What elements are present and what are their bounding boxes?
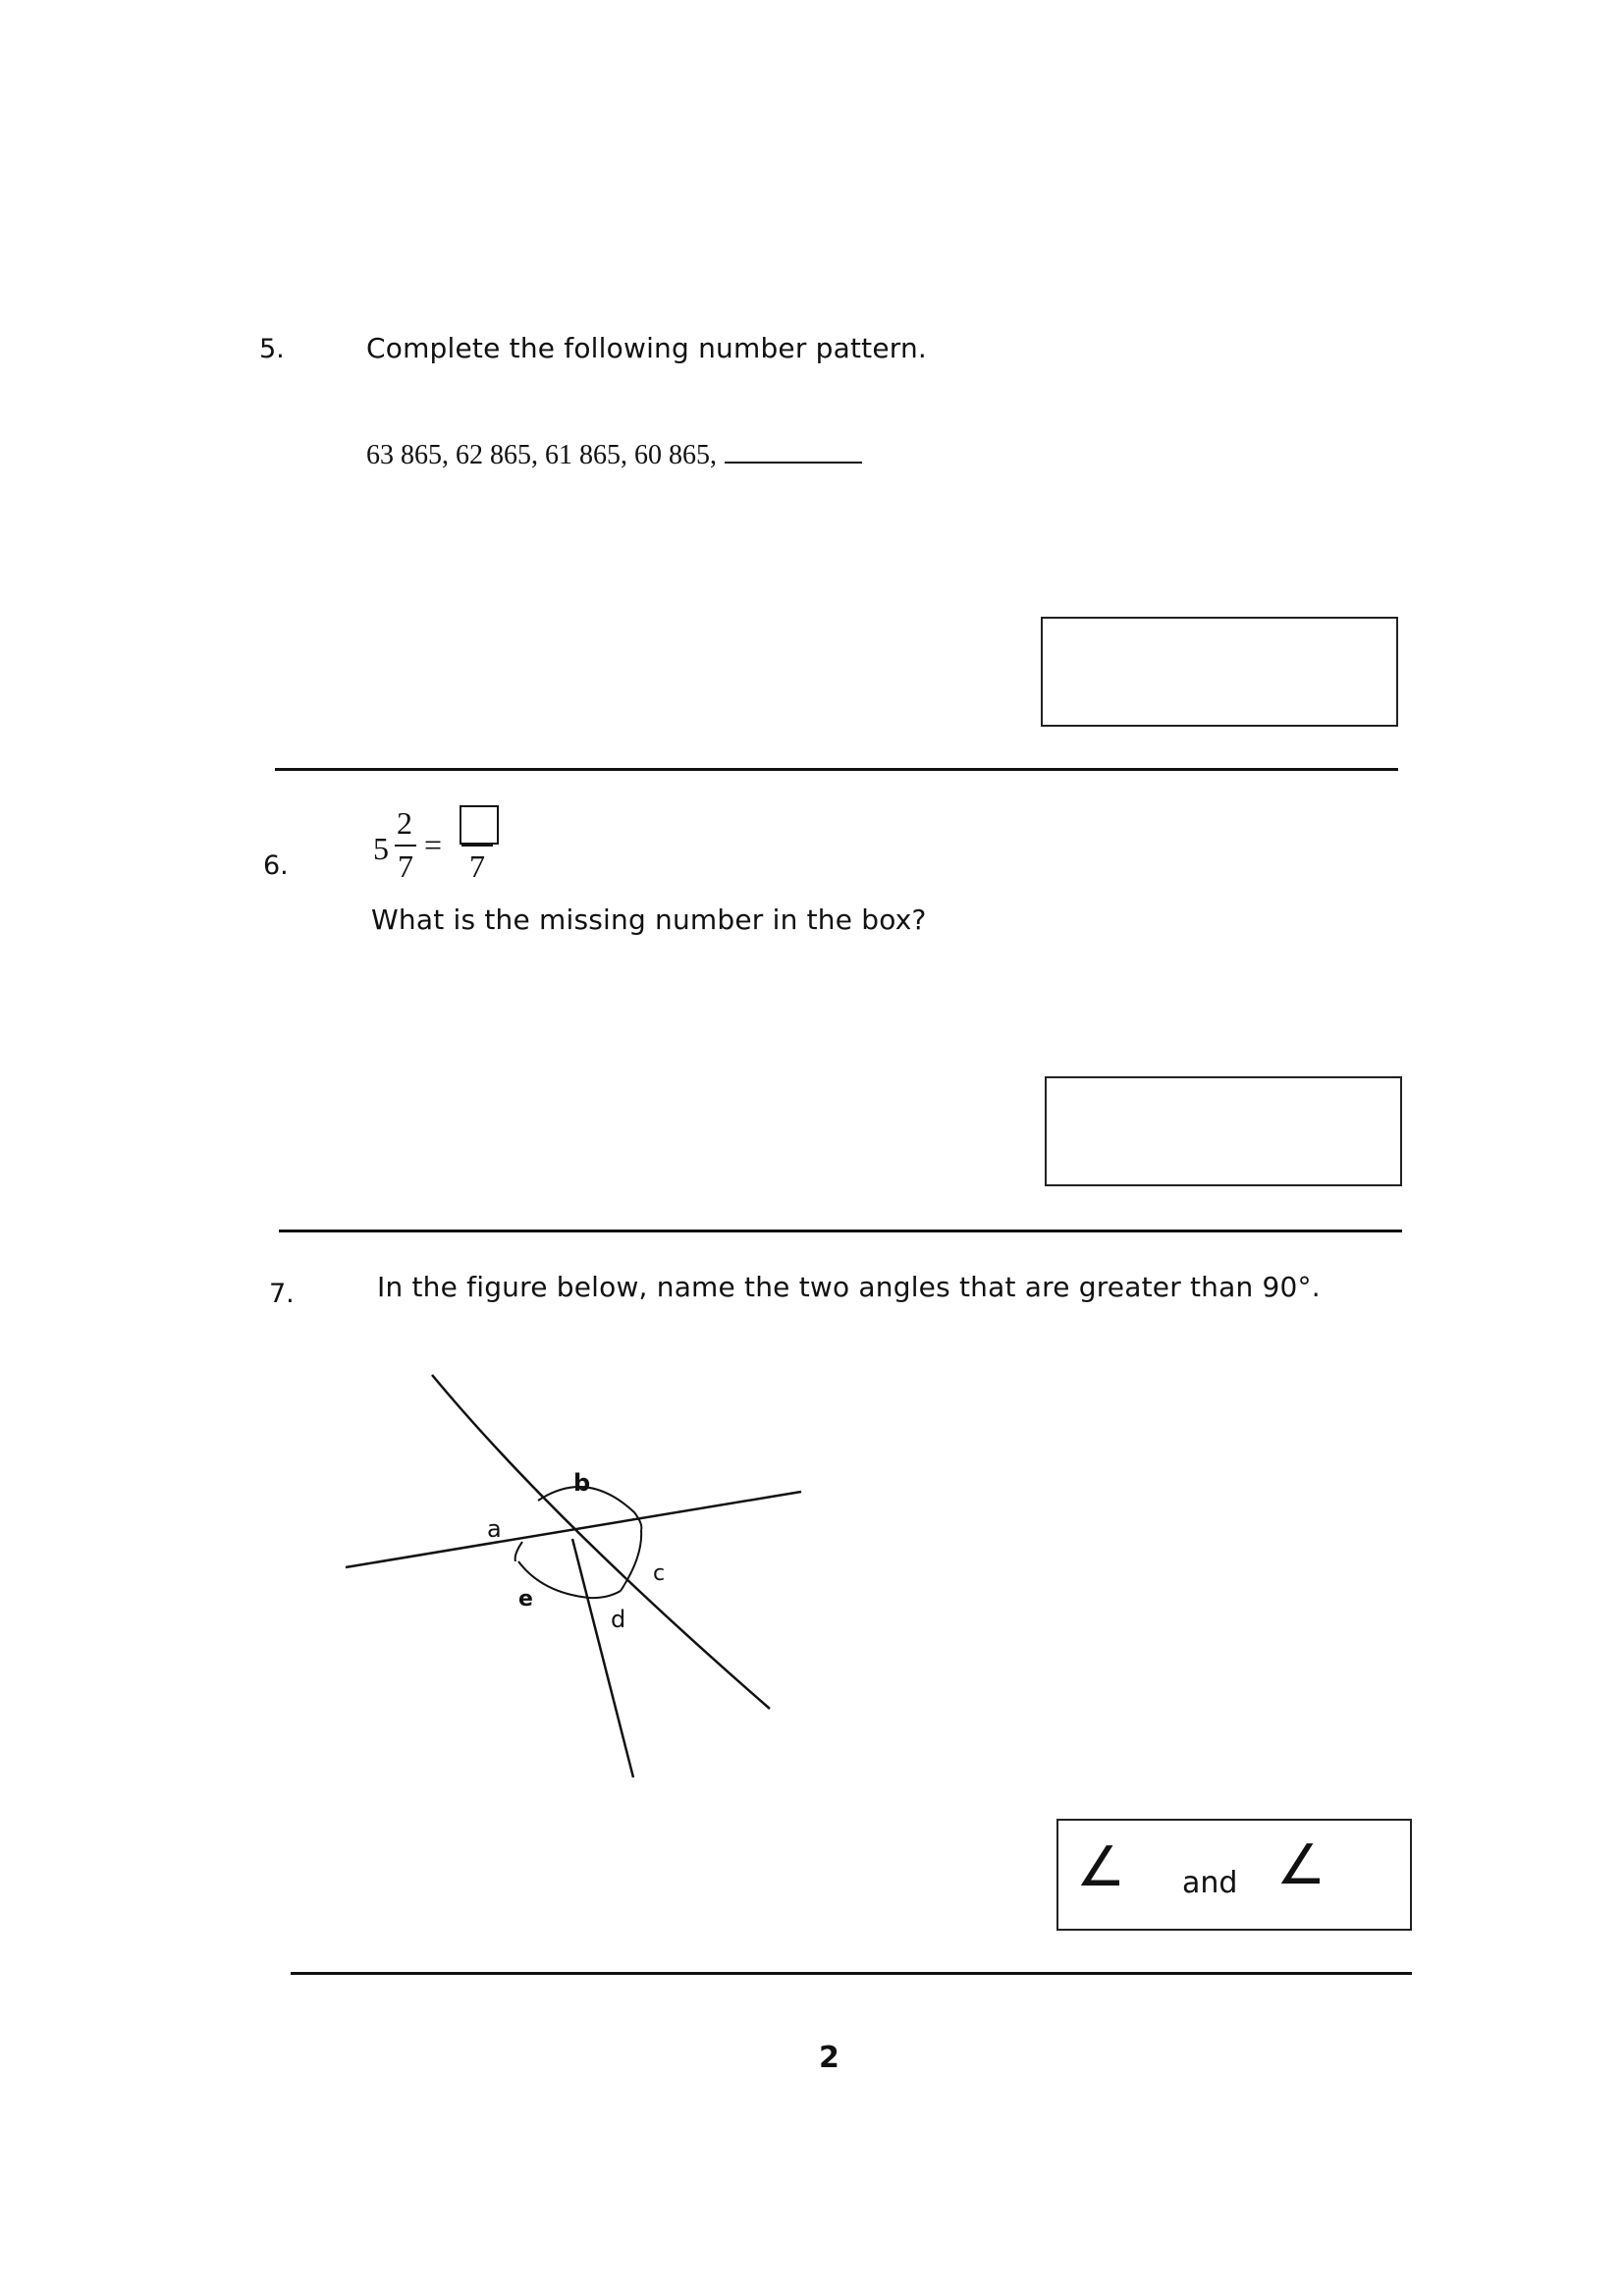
angle-symbol-2: ∠ xyxy=(1276,1833,1326,1897)
question-5-answer-box[interactable] xyxy=(1041,617,1398,727)
pattern-answer-blank[interactable] xyxy=(725,442,862,464)
equals-sign: = xyxy=(424,827,443,862)
and-label: and xyxy=(1182,1866,1238,1900)
section-divider-3 xyxy=(291,1972,1412,1975)
curved-line-upper-left-to-lower-right xyxy=(432,1375,770,1709)
missing-number-box[interactable] xyxy=(460,805,499,845)
angle-label-c: c xyxy=(653,1561,666,1586)
fraction-bar-2 xyxy=(461,845,493,847)
angle-symbol-1: ∠ xyxy=(1076,1835,1126,1899)
angle-answer-input-2[interactable] xyxy=(1322,1850,1390,1899)
line-down xyxy=(572,1539,633,1777)
section-divider-2 xyxy=(279,1230,1402,1232)
question-5-text: Complete the following number pattern. xyxy=(366,332,928,364)
fraction-denominator: 7 xyxy=(398,848,413,884)
angles-figure xyxy=(324,1355,835,1797)
mixed-number-whole: 5 xyxy=(373,831,389,866)
fraction-bar xyxy=(395,845,416,847)
question-5-number: 5. xyxy=(259,334,285,364)
number-pattern-values: 63 865, 62 865, 61 865, 60 865, xyxy=(366,440,717,470)
number-pattern xyxy=(366,440,862,471)
question-7-text: In the figure below, name the two angles that are greater than 90°. xyxy=(377,1271,1321,1303)
question-6-number: 6. xyxy=(263,850,289,881)
angle-label-e: e xyxy=(518,1587,533,1612)
question-6-text: What is the missing number in the box? xyxy=(371,903,927,936)
section-divider-1 xyxy=(275,768,1398,771)
question-7-number: 7. xyxy=(269,1279,295,1309)
page-number: 2 xyxy=(819,2041,839,2075)
box-fraction-denominator: 7 xyxy=(469,848,485,884)
angle-arc-d xyxy=(589,1591,621,1598)
question-6-answer-box[interactable] xyxy=(1045,1076,1402,1186)
angle-label-d: d xyxy=(611,1606,626,1633)
angle-answer-input-1[interactable] xyxy=(1121,1850,1180,1899)
fraction-numerator: 2 xyxy=(397,805,412,841)
angle-label-a: a xyxy=(487,1515,502,1543)
question-7-answer-box[interactable] xyxy=(1056,1819,1412,1931)
line-left-to-right xyxy=(346,1492,801,1567)
angle-arc-a xyxy=(515,1542,522,1561)
mixed-number-equation xyxy=(373,805,530,903)
angle-label-b: b xyxy=(573,1469,591,1497)
